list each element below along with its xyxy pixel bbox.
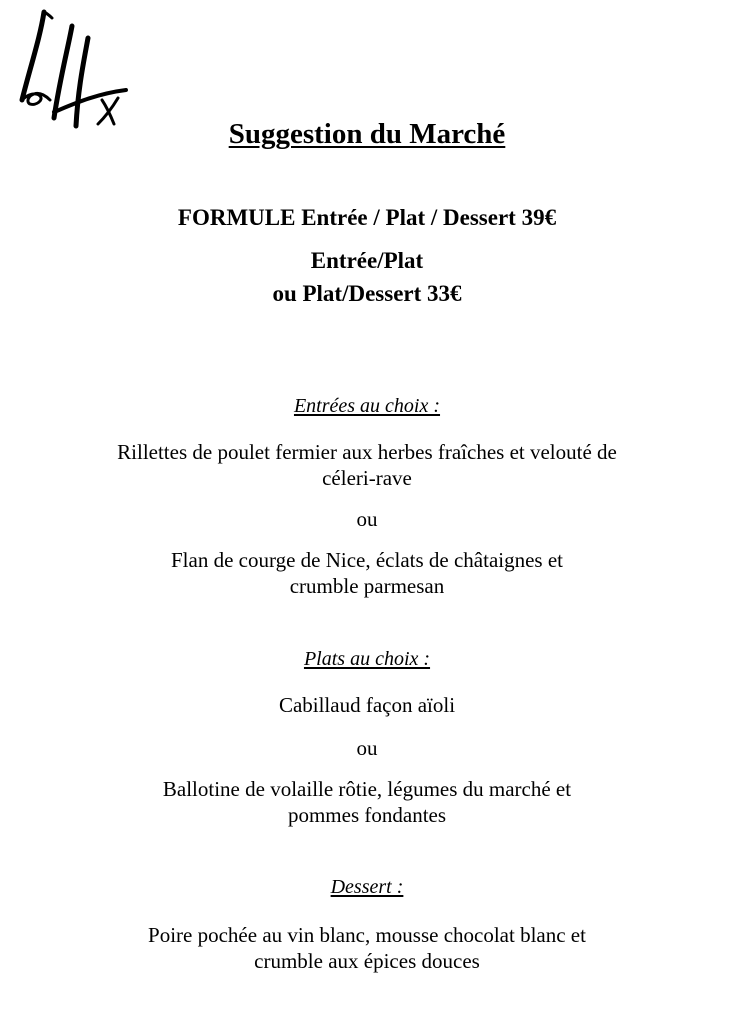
entrees-heading: Entrées au choix : [293, 395, 441, 417]
entrees-separator: ou [356, 507, 378, 531]
plat-item-2-line2: pommes fondantes [287, 803, 447, 827]
dessert-item-1 [60, 922, 674, 974]
formula-short-line1: Entrée/Plat [310, 248, 424, 273]
plats-heading: Plats au choix : [303, 648, 431, 670]
menu-title: Suggestion du Marché [228, 118, 506, 150]
plat-item-1 [60, 692, 674, 718]
formula-short [0, 244, 734, 310]
entree-item-1 [60, 439, 674, 491]
entree-item-2 [60, 547, 674, 599]
dessert-heading: Dessert : [330, 876, 404, 898]
entree-item-1-line2: céleri-rave [322, 466, 412, 490]
formula-full: FORMULE Entrée / Plat / Dessert 39€ [177, 205, 557, 230]
plat-item-1-line1: Cabillaud façon aïoli [278, 693, 456, 717]
entree-item-2-line1: Flan de courge de Nice, éclats de châtaignes et [170, 548, 564, 572]
entree-item-2-line2: crumble parmesan [289, 574, 445, 598]
plats-separator: ou [356, 736, 378, 760]
plat-item-2 [60, 776, 674, 828]
plat-item-2-line1: Ballotine de volaille rôtie, légumes du marché et [162, 777, 572, 801]
formula-short-line2: ou Plat/Dessert 33€ [272, 281, 462, 306]
dessert-item-1-line1: Poire pochée au vin blanc, mousse chocolat blanc et [148, 923, 586, 947]
dessert-item-1-line2: crumble aux épices douces [254, 949, 480, 973]
entree-item-1-line1: Rillettes de poulet fermier aux herbes fraîches et velouté de [117, 440, 617, 464]
